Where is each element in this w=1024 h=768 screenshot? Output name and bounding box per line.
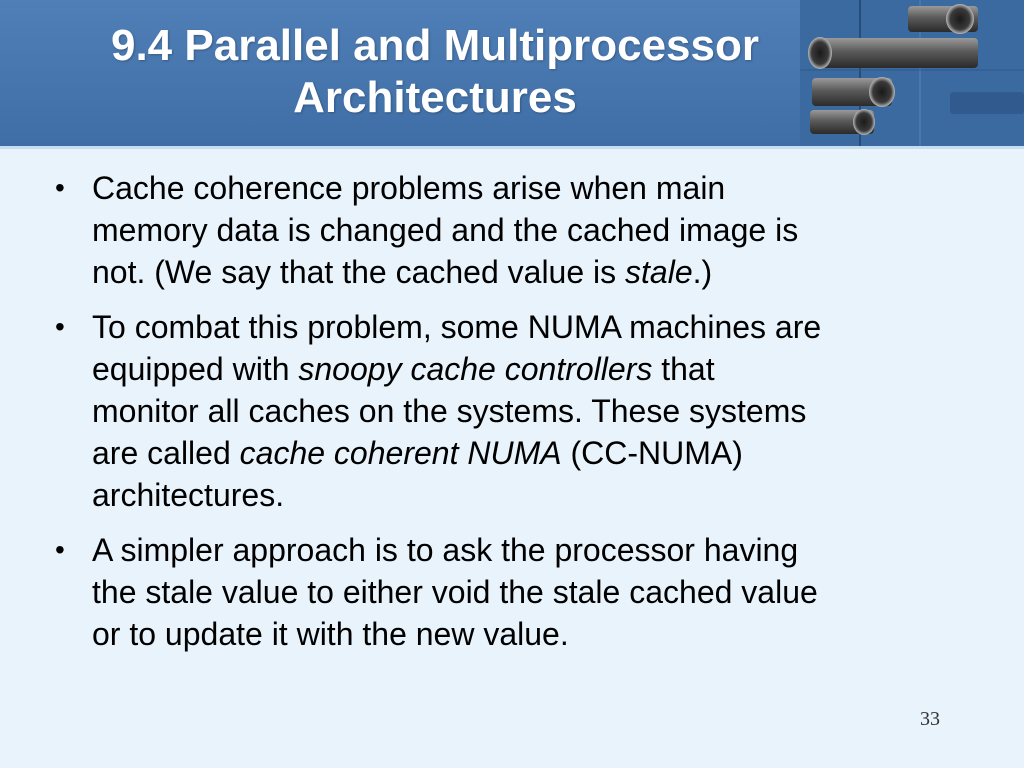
- bullet-text: that: [652, 351, 715, 387]
- bullet-text-line: [92, 432, 955, 474]
- emphasized-term: snoopy cache controllers: [298, 351, 653, 387]
- bullet-text-line: [92, 613, 955, 655]
- bullet-text: not. (We say that the cached value is: [92, 254, 626, 290]
- bullet-dot: •: [55, 311, 65, 342]
- bullet-text: (CC-NUMA): [561, 435, 743, 471]
- emphasized-term: stale: [625, 254, 693, 290]
- bullet-text: Cache coherence problems arise when main: [92, 170, 726, 206]
- title-line: 9.4 Parallel and Multiprocessor: [110, 21, 759, 70]
- bullet-text-line: [92, 306, 955, 348]
- bullet-item: [55, 306, 955, 516]
- bullet-text-line: [92, 571, 955, 613]
- bullet-text-line: [92, 529, 955, 571]
- title-banner: [0, 0, 1024, 146]
- page-number: 33: [920, 708, 940, 730]
- bullet-text: A simpler approach is to ask the processor having: [92, 532, 799, 568]
- bullet-dot: •: [55, 534, 65, 565]
- title-line: Architectures: [293, 73, 577, 122]
- bullet-text-line: [92, 390, 955, 432]
- bullet-text-line: [92, 474, 955, 516]
- bullet-text-line: [92, 348, 955, 390]
- slide-title: [20, 20, 850, 124]
- bullet-text: .): [692, 254, 713, 290]
- header-divider: [0, 146, 1024, 149]
- bullet-list: [55, 167, 955, 668]
- emphasized-term: cache coherent NUMA: [239, 435, 562, 471]
- bullet-text-line: [92, 167, 955, 209]
- bullet-text: To combat this problem, some NUMA machines are: [92, 309, 822, 345]
- pipes-photo-icon: [800, 0, 1024, 146]
- bullet-text-line: [92, 209, 955, 251]
- bullet-text: memory data is changed and the cached image is: [92, 212, 799, 248]
- bullet-text: or to update it with the new value.: [92, 616, 569, 652]
- bullet-text-line: [92, 251, 955, 293]
- bullet-text: the stale value to either void the stale cached value: [92, 574, 818, 610]
- bullet-text: monitor all caches on the systems. These systems: [92, 393, 807, 429]
- bullet-item: [55, 167, 955, 293]
- bullet-text: architectures.: [92, 477, 285, 513]
- bullet-item: [55, 529, 955, 655]
- bullet-dot: •: [55, 172, 65, 203]
- bullet-text: are called: [92, 435, 240, 471]
- bullet-text: equipped with: [92, 351, 299, 387]
